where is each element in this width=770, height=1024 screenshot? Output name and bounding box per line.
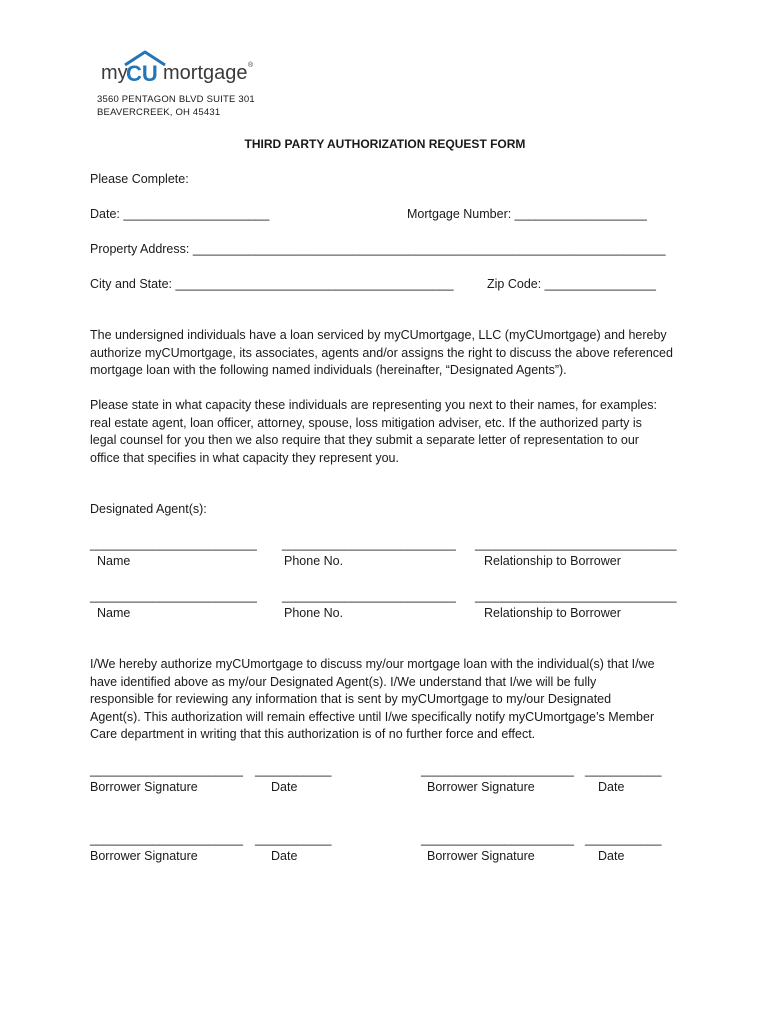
designated-agents-label: Designated Agent(s): [90,502,207,516]
agent-phone-line[interactable]: _________________________ [282,589,456,603]
agent-name-label: Name [97,606,131,620]
signature-date-label: Date [271,780,298,794]
borrower-signature-line[interactable]: ______________________ [421,832,574,846]
agent-relationship-line[interactable]: _____________________________ [475,537,677,551]
address-line-2: BEAVERCREEK, OH 45431 [97,107,221,118]
authorization-paragraph [90,656,690,744]
instructions-line: real estate agent, loan officer, attorney, spouse, loss mitigation adviser, etc. If the authorized party is [90,415,642,430]
instructions-line: legal counsel for you then we also require that they submit a separate letter of representation to our [90,433,639,447]
borrower-signature-label: Borrower Signature [427,849,535,863]
signature-date-line[interactable]: ___________ [255,832,332,846]
borrower-signature-label: Borrower Signature [427,780,535,794]
agent-phone-label: Phone No. [284,606,344,620]
property-address-field[interactable]: Property Address: ____________________________________________________________________ [90,242,666,256]
signature-date-line[interactable]: ___________ [255,763,332,777]
instructions-line: office that specifies in what capacity they represent you. [90,450,399,465]
borrower-signature-label: Borrower Signature [90,780,198,794]
date-field[interactable]: Date: _____________________ [90,207,270,221]
authorization-line: responsible for reviewing any information that is sent by myCUmortgage to my/our Designated [90,692,612,706]
intro-line: The undersigned individuals have a loan serviced by myCUmortgage, LLC (myCUmortgage) and hereby [90,328,667,342]
logo-text-mortgage: mortgage [163,62,248,84]
mortgage-number-field[interactable]: Mortgage Number: ___________________ [407,207,647,221]
intro-line: mortgage loan with the following named individuals (hereinafter, “Designated Agents”). [90,363,567,377]
instructions-paragraph [90,397,690,467]
borrower-signature-label: Borrower Signature [90,849,198,863]
signature-date-label: Date [598,849,625,863]
signature-date-line[interactable]: ___________ [585,832,662,846]
logo-text-my: my [101,62,128,84]
address-line-1: 3560 PENTAGON BLVD SUITE 301 [97,94,255,105]
please-complete-label: Please Complete: [90,172,189,186]
authorization-line: Care department in writing that this authorization is of no further force and effect. [90,727,536,741]
instructions-line: Please state in what capacity these individuals are representing you next to their names, for examples: [90,398,657,412]
logo-registered-mark: ® [248,62,254,69]
signature-date-line[interactable]: ___________ [585,763,662,777]
borrower-signature-line[interactable]: ______________________ [421,763,574,777]
agent-phone-line[interactable]: _________________________ [282,537,456,551]
signature-date-label: Date [598,780,625,794]
city-state-field[interactable]: City and State: ________________________________________ [90,277,454,291]
logo-text-cu: CU [126,61,158,86]
agent-relationship-line[interactable]: _____________________________ [475,589,677,603]
intro-paragraph [90,327,690,380]
borrower-signature-line[interactable]: ______________________ [90,832,243,846]
agent-name-line[interactable]: ________________________ [90,537,257,551]
zip-code-field[interactable]: Zip Code: ________________ [487,277,656,291]
authorization-line: have identified above as my/our Designated Agent(s). I/We understand that I/we will be fully [90,674,597,689]
company-logo [101,50,261,88]
agent-phone-label: Phone No. [284,554,344,568]
agent-relationship-label: Relationship to Borrower [484,554,621,568]
authorization-line: I/We hereby authorize myCUmortgage to discuss my/our mortgage loan with the individual(s) that I/we [90,657,655,671]
borrower-signature-line[interactable]: ______________________ [90,763,243,777]
authorization-line: Agent(s). This authorization will remain effective until I/we specifically notify myCUmortgage’s Member [90,709,655,724]
signature-date-label: Date [271,849,298,863]
agent-name-line[interactable]: ________________________ [90,589,257,603]
agent-name-label: Name [97,554,131,568]
form-title: THIRD PARTY AUTHORIZATION REQUEST FORM [244,137,526,151]
intro-line: authorize myCUmortgage, its associates, agents and/or assigns the right to discuss the above referenced [90,345,673,360]
agent-relationship-label: Relationship to Borrower [484,606,621,620]
